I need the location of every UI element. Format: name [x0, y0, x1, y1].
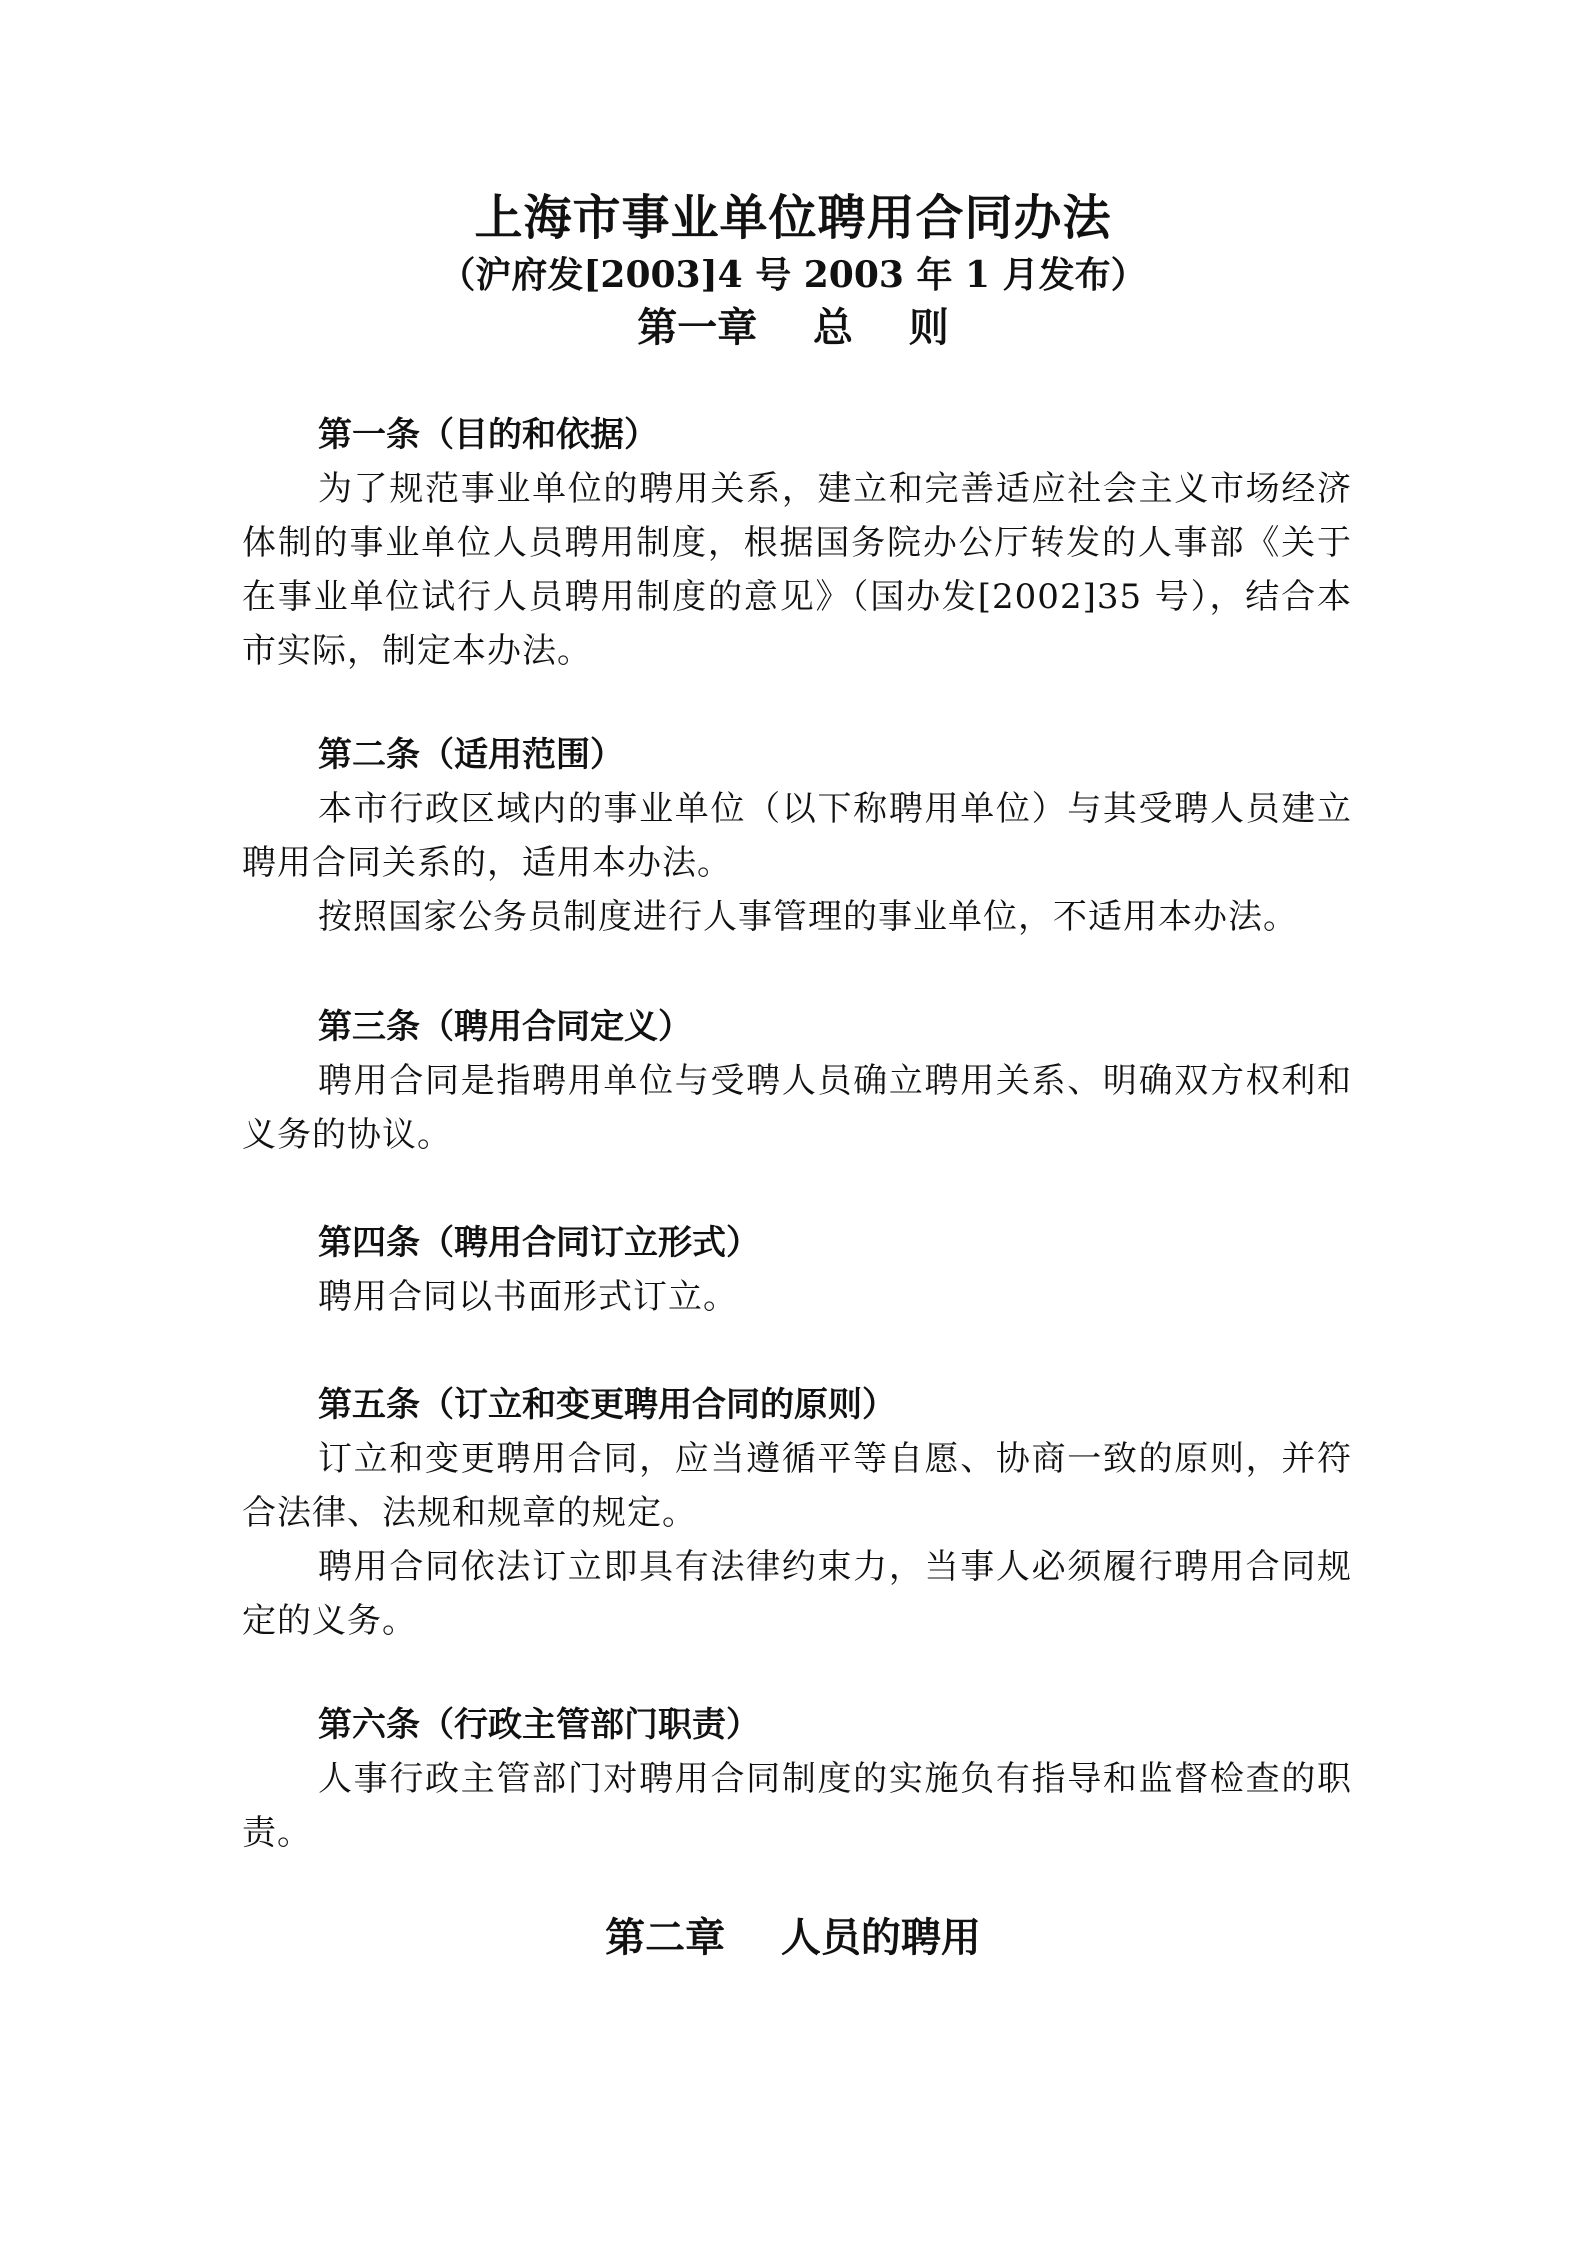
article-1	[242, 408, 1352, 678]
article-3	[242, 1000, 1352, 1162]
article-paragraph: 订立和变更聘用合同，应当遵循平等自愿、协商一致的原则，并符合法律、法规和规章的规定。	[242, 1439, 1352, 1533]
chapter-heading-1: 第一章 总 则	[637, 304, 949, 351]
article-heading: 第六条（行政主管部门职责）	[318, 1705, 760, 1745]
article-paragraph: 为了规范事业单位的聘用关系，建立和完善适应社会主义市场经济体制的事业单位人员聘用制度，根据国务院办公厅转发的人事部《关于在事业单位试行人员聘用制度的意见》（国办发[2002]35 号），结合本市实际，制定本办法。	[242, 469, 1352, 671]
document-title: 上海市事业单位聘用合同办法	[474, 190, 1112, 246]
article-5	[242, 1378, 1352, 1648]
article-heading: 第一条（目的和依据）	[318, 415, 658, 455]
article-paragraph: 聘用合同是指聘用单位与受聘人员确立聘用关系、明确双方权利和义务的协议。	[242, 1061, 1352, 1155]
article-4	[242, 1216, 1352, 1324]
article-6	[242, 1698, 1352, 1860]
article-paragraph: 聘用合同依法订立即具有法律约束力，当事人必须履行聘用合同规定的义务。	[242, 1547, 1352, 1641]
article-2	[242, 728, 1352, 944]
article-paragraph: 本市行政区域内的事业单位（以下称聘用单位）与其受聘人员建立聘用合同关系的，适用本办法。	[242, 789, 1352, 883]
article-heading: 第四条（聘用合同订立形式）	[318, 1223, 760, 1263]
article-heading: 第五条（订立和变更聘用合同的原则）	[318, 1385, 896, 1425]
article-paragraph: 按照国家公务员制度进行人事管理的事业单位，不适用本办法。	[318, 897, 1298, 937]
article-paragraph: 人事行政主管部门对聘用合同制度的实施负有指导和监督检查的职责。	[242, 1759, 1352, 1853]
article-heading: 第二条（适用范围）	[318, 735, 624, 775]
document-subtitle: （沪府发[2003]4 号 2003 年 1 月发布）	[439, 254, 1147, 296]
article-paragraph: 聘用合同以书面形式订立。	[318, 1277, 738, 1317]
article-heading: 第三条（聘用合同定义）	[318, 1007, 692, 1047]
chapter-heading-2: 第二章 人员的聘用	[605, 1914, 981, 1961]
